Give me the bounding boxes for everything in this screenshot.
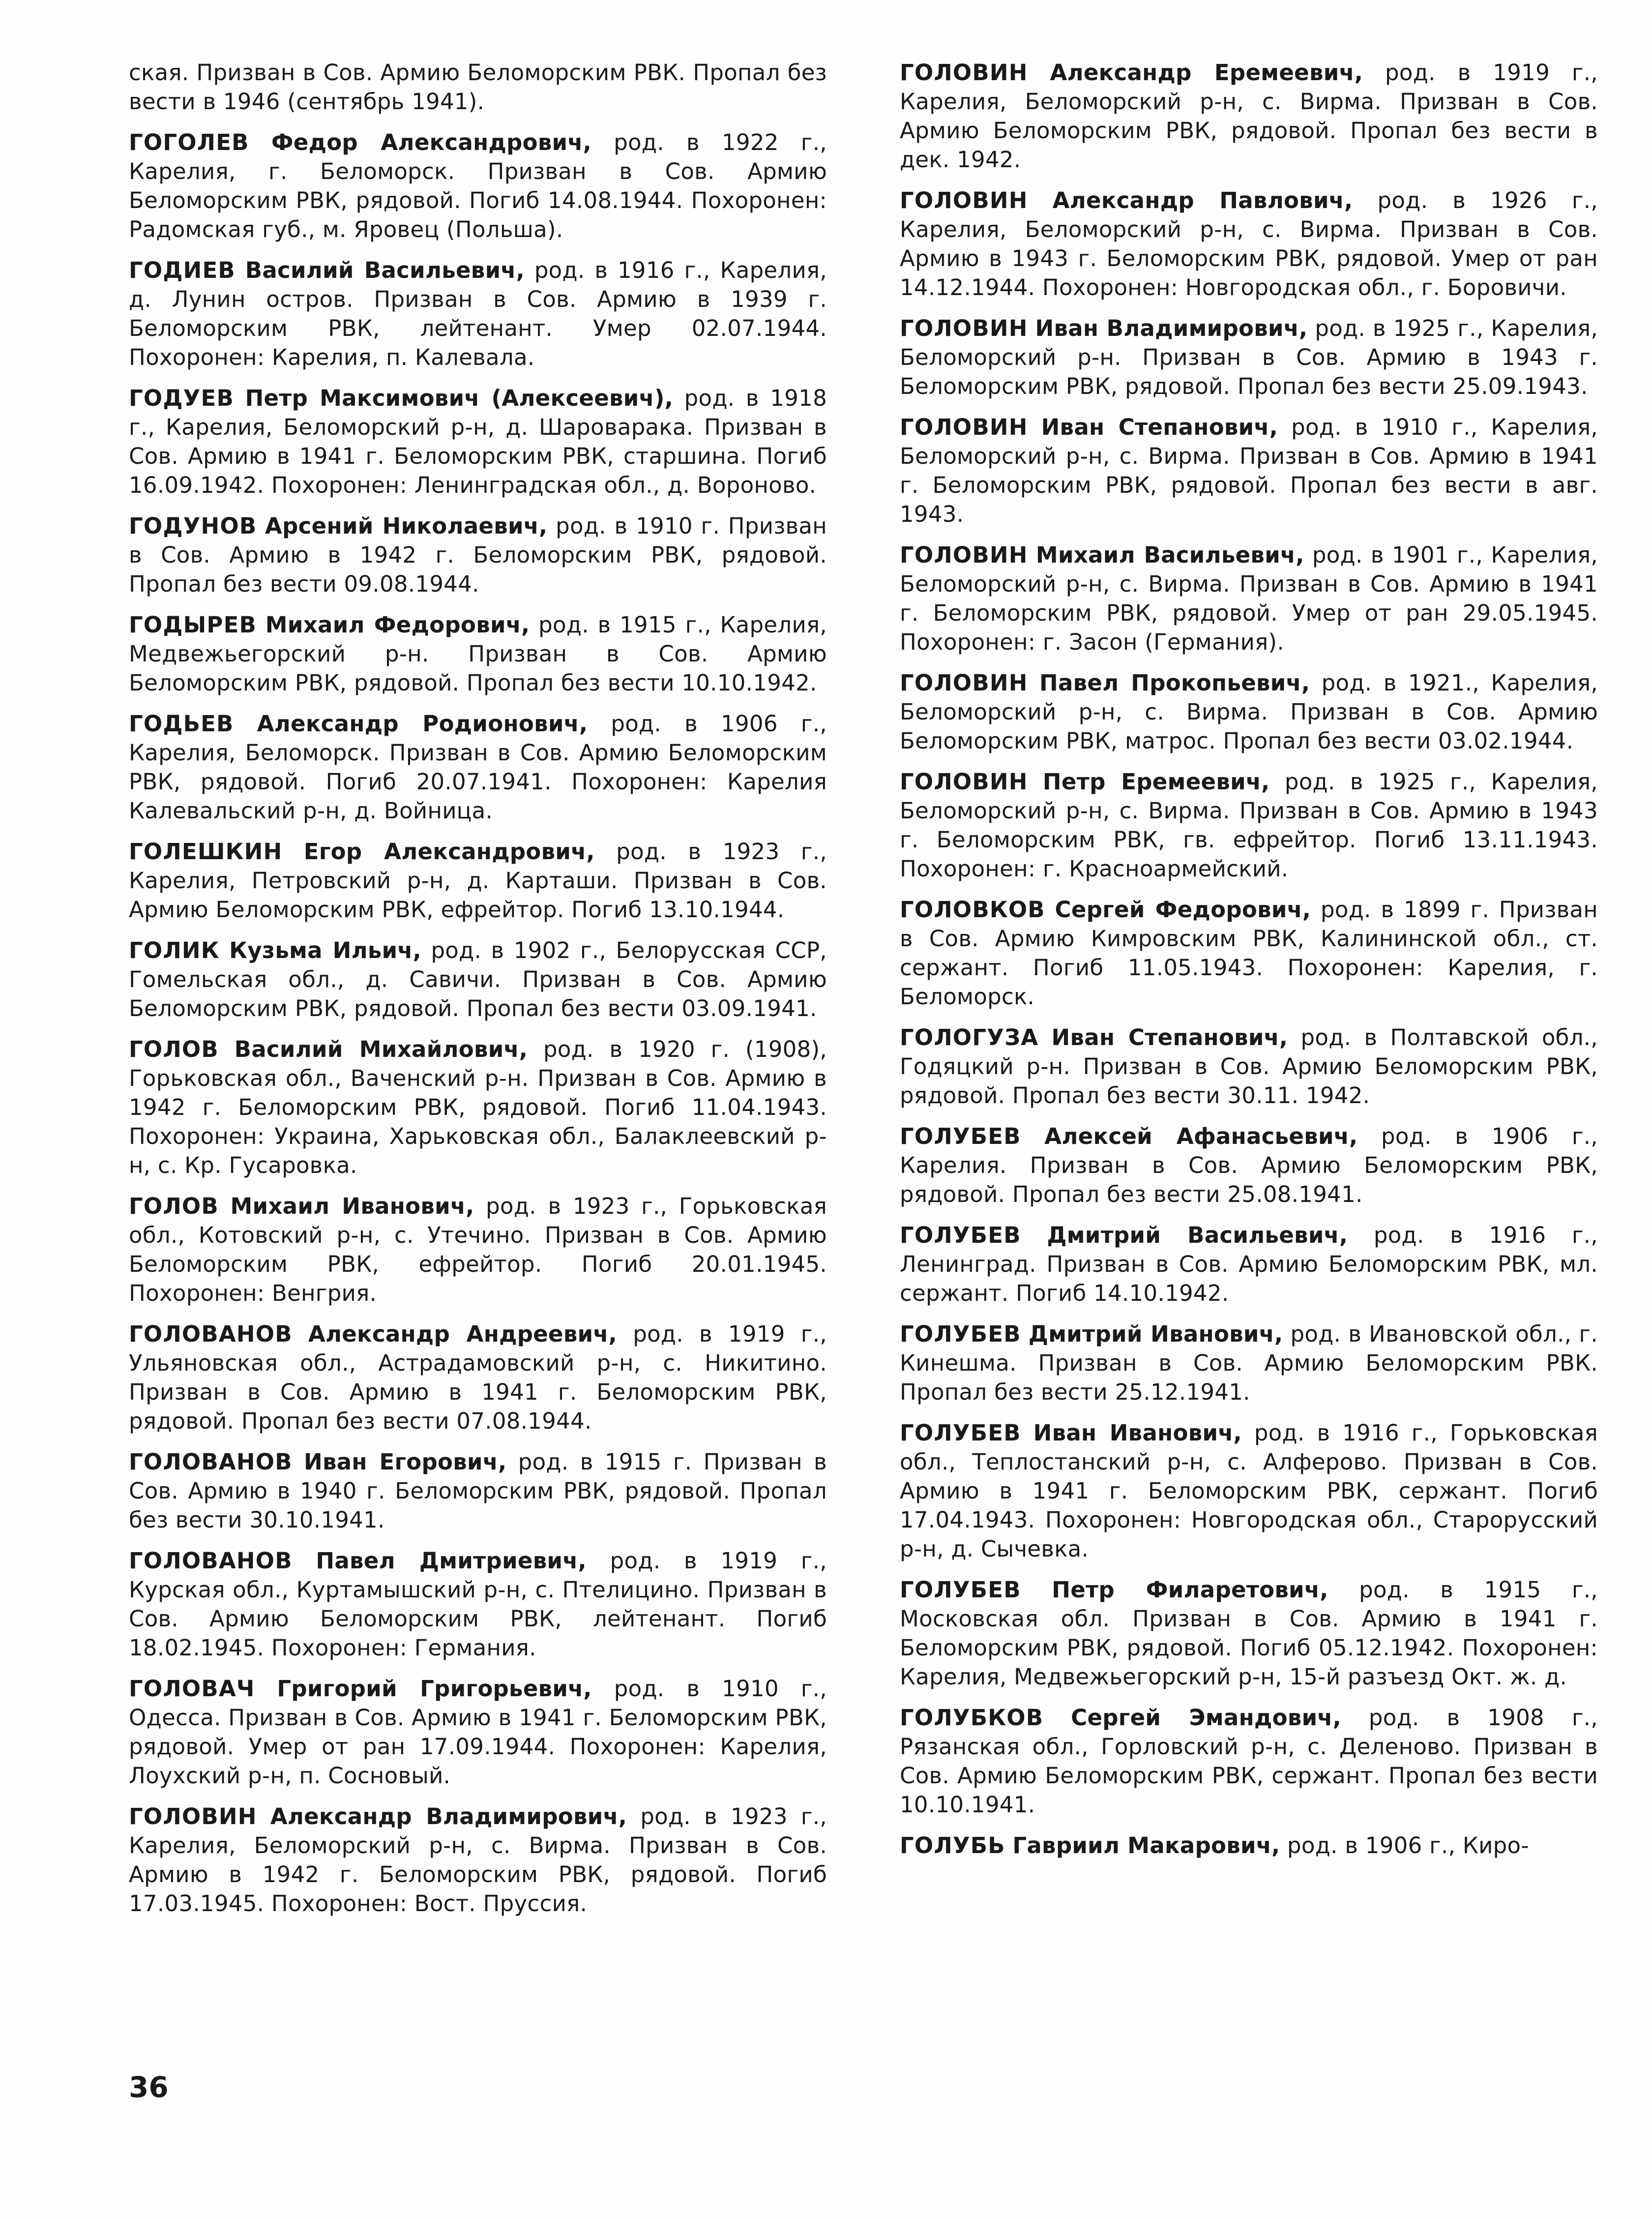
register-entry — [129, 384, 827, 500]
entry-details: род. в 1908 г., Рязанская обл., Горловский р-н, с. Деленово. Призван в Сов. Армию Беломорским РВК, сержант. Пропал без вести 10.10.1941. — [900, 1705, 1598, 1818]
register-entry — [900, 1831, 1598, 1860]
entry-given-names: Петр Максимович (Алексеевич), — [245, 385, 674, 411]
entry-given-names: Петр Филаретович, — [1052, 1577, 1328, 1603]
entry-given-names: Дмитрий Васильевич, — [1047, 1222, 1348, 1248]
entry-given-names: Иван Егорович, — [304, 1449, 507, 1475]
entry-details: род. в 1920 г. (1908), Горьковская обл., Ваченский р-н. Призван в Сов. Армию в 1942 г. Беломорским РВК, рядовой. Погиб 11.04.1943. Похоронен: Украина, Харьковская обл., Балаклеевский р-н, с. Кр. Гусаровка. — [129, 1036, 827, 1178]
entry-details: род. в 1921., Карелия, Беломорский р-н, с. Вирма. Призван в Сов. Армию Беломорским РВК, матрос. Пропал без вести 03.02.1944. — [900, 670, 1598, 754]
register-entry — [900, 58, 1598, 174]
entry-details: род. в 1906 г., Карелия, Беломорск. Призван в Сов. Армию Беломорским РВК, рядовой. Погиб 20.07.1941. Похоронен: Карелия Калевальский р-н, д. Войница. — [129, 711, 827, 824]
entry-details: род. в 1902 г., Белорусская ССР, Гомельская обл., д. Савичи. Призван в Сов. Армию Беломорским РВК, рядовой. Пропал без вести 03.09.1941. — [129, 937, 827, 1021]
entry-details: род. в 1925 г., Карелия, Беломорский р-н. Призван в Сов. Армию в 1943 г. Беломорским РВК, рядовой. Пропал без вести 25.09.1943. — [900, 315, 1598, 399]
entry-surname: ГОЛОВИН — [900, 769, 1028, 795]
entry-details: род. в 1919 г., Карелия, Беломорский р-н, с. Вирма. Призван в Сов. Армию Беломорским РВК, рядовой. Пропал без вести в дек. 1942. — [900, 60, 1598, 173]
entry-given-names: Иван Иванович, — [1033, 1420, 1242, 1446]
entry-details: род. в 1901 г., Карелия, Беломорский р-н, с. Вирма. Призван в Сов. Армию в 1941 г. Беломорским РВК, рядовой. Умер от ран 29.05.1945. Похоронен: г. Засон (Германия). — [900, 542, 1598, 655]
entry-given-names: Егор Александрович, — [303, 839, 595, 865]
register-entry — [129, 837, 827, 924]
entry-details: род. в 1923 г., Горьковская обл., Котовский р-н, с. Утечино. Призван в Сов. Армию Беломорским РВК, ефрейтор. Погиб 20.01.1945. Похоронен: Венгрия. — [129, 1193, 827, 1306]
entry-surname: ГОДУНОВ — [129, 513, 257, 539]
register-entry — [900, 413, 1598, 529]
entry-details: род. в Полтавской обл., Годяцкий р-н. Призван в Сов. Армию Беломорским РВК, рядовой. Пропал без вести 30.11. 1942. — [900, 1024, 1598, 1109]
entry-given-names: Александр Павлович, — [1052, 187, 1353, 213]
entry-given-names: Александр Владимирович, — [270, 1803, 627, 1829]
entry-surname: ГОЛОВАНОВ — [129, 1449, 293, 1475]
entry-given-names: Александр Андреевич, — [308, 1321, 618, 1347]
entry-details: род. в 1910 г. Призван в Сов. Армию в 1942 г. Беломорским РВК, рядовой. Пропал без вести 09.08.1944. — [129, 513, 827, 597]
entry-surname: ГОЛОВ — [129, 1036, 219, 1062]
register-entry — [129, 1546, 827, 1662]
entry-surname: ГОЛЕШКИН — [129, 839, 283, 865]
register-entry — [900, 1023, 1598, 1110]
entry-details: род. в 1926 г., Карелия, Беломорский р-н, с. Вирма. Призван в Сов. Армию в 1943 г. Беломорским РВК, рядовой. Умер от ран 14.12.1944. Похоронен: Новгородская обл., г. Боровичи. — [900, 187, 1598, 300]
entry-details: род. в 1910 г., Одесса. Призван в Сов. Армию в 1941 г. Беломорским РВК, рядовой. Умер от ран 17.09.1944. Похоронен: Карелия, Лоухский р-н, п. Сосновый. — [129, 1676, 827, 1789]
register-entry — [900, 1122, 1598, 1209]
entry-given-names: Кузьма Ильич, — [229, 937, 422, 963]
register-entry — [900, 895, 1598, 1011]
entry-surname: ГОЛОГУЗА — [900, 1024, 1039, 1050]
entry-given-names: Василий Васильевич, — [245, 257, 525, 283]
entry-surname: ГОЛОВКОВ — [900, 897, 1045, 923]
entry-details: род. в 1915 г., Московская обл. Призван в Сов. Армию в 1941 г. Беломорским РВК, рядовой. Погиб 05.12.1942. Похоронен: Карелия, Медвежьегорский р-н, 15-й разъезд Окт. ж. д. — [900, 1577, 1598, 1690]
entry-details: род. в 1923 г., Карелия, Беломорский р-н, с. Вирма. Призван в Сов. Армию в 1942 г. Беломорским РВК, рядовой. Погиб 17.03.1945. Похоронен: Вост. Пруссия. — [129, 1803, 827, 1917]
register-entry — [129, 610, 827, 697]
register-entry — [129, 1035, 827, 1180]
register-entry — [900, 1575, 1598, 1691]
entry-surname: ГОЛОВАНОВ — [129, 1548, 293, 1574]
entry-given-names: Иван Владимирович, — [1035, 315, 1308, 341]
register-entry — [129, 1319, 827, 1436]
entry-surname: ГОЛОВИН — [900, 315, 1028, 341]
entry-surname: ГОЛОВАЧ — [129, 1676, 255, 1702]
entry-given-names: Александр Еремеевич, — [1050, 60, 1363, 86]
page-number: 36 — [129, 2070, 169, 2104]
entry-surname: ГОДЫРЕВ — [129, 612, 257, 638]
entry-details: род. в 1919 г., Курская обл., Куртамышский р-н, с. Птелицино. Призван в Сов. Армию Беломорским РВК, лейтенант. Погиб 18.02.1945. Похоронен: Германия. — [129, 1548, 827, 1661]
entry-given-names: Дмитрий Иванович, — [1028, 1321, 1283, 1347]
entry-given-names: Павел Прокопьевич, — [1039, 670, 1310, 696]
entry-given-names: Василий Михайлович, — [234, 1036, 528, 1062]
entry-details: род. в 1910 г., Карелия, Беломорский р-н, с. Вирма. Призван в Сов. Армию в 1941 г. Беломорским РВК, рядовой. Пропал без вести в авг. 1943. — [900, 414, 1598, 527]
entry-details: род. в 1916 г., Карелия, д. Лунин остров. Призван в Сов. Армию в 1939 г. Беломорским РВК, лейтенант. Умер 02.07.1944. Похоронен: Карелия, п. Калевала. — [129, 257, 827, 370]
entry-surname: ГОЛИК — [129, 937, 220, 963]
entry-given-names: Петр Еремеевич, — [1042, 769, 1270, 795]
register-entry — [129, 709, 827, 825]
register-entry — [900, 1418, 1598, 1563]
entry-surname: ГОДУЕВ — [129, 385, 234, 411]
entry-given-names: Гавриил Макарович, — [1012, 1832, 1280, 1859]
entry-given-names: Павел Дмитриевич, — [316, 1548, 587, 1574]
entry-surname: ГОЛОВИН — [900, 187, 1028, 213]
entry-given-names: Александр Родионович, — [257, 711, 588, 737]
register-entry — [900, 1221, 1598, 1308]
entry-details: род. в 1918 г., Карелия, Беломорский р-н, д. Шароварака. Призван в Сов. Армию в 1941 г. Беломорским РВК, старшина. Погиб 16.09.1942. Похоронен: Ленинградская обл., д. Вороново. — [129, 385, 827, 498]
entry-given-names: Иван Степанович, — [1051, 1024, 1288, 1050]
entry-details: род. в 1915 г. Призван в Сов. Армию в 1940 г. Беломорским РВК, рядовой. Пропал без вести 30.10.1941. — [129, 1449, 827, 1533]
entry-given-names: Михаил Васильевич, — [1035, 542, 1304, 568]
register-entry — [129, 1192, 827, 1308]
entry-given-names: Григорий Григорьевич, — [277, 1676, 592, 1702]
entry-given-names: Михаил Иванович, — [230, 1193, 474, 1219]
register-entry — [129, 1802, 827, 1918]
entry-details: род. в 1899 г. Призван в Сов. Армию Кимровским РВК, Калининской обл., ст. сержант. Погиб 11.05.1943. Похоронен: Карелия, г. Беломорск. — [900, 897, 1598, 1010]
register-entry — [129, 936, 827, 1023]
entry-given-names: Алексей Афанасьевич, — [1044, 1123, 1358, 1149]
entry-given-names: Сергей Федорович, — [1055, 897, 1311, 923]
entry-details: род. в 1923 г., Карелия, Петровский р-н, д. Карташи. Призван в Сов. Армию Беломорским РВК, ефрейтор. Погиб 13.10.1944. — [129, 839, 827, 923]
register-entry — [129, 1674, 827, 1790]
entry-surname: ГОЛОВИН — [900, 542, 1028, 568]
register-entry — [900, 186, 1598, 302]
entry-given-names: Иван Степанович, — [1041, 414, 1278, 440]
entry-details: род. в 1916 г., Ленинград. Призван в Сов. Армию Беломорским РВК, мл. сержант. Погиб 14.10.1942. — [900, 1222, 1598, 1306]
register-entry — [129, 511, 827, 599]
entry-surname: ГОЛУБЕВ — [900, 1321, 1021, 1347]
entry-given-names: Арсений Николаевич, — [265, 513, 548, 539]
entry-surname: ГОЛУБЬ — [900, 1832, 1005, 1859]
register-entry — [129, 1447, 827, 1534]
entry-surname: ГОЛУБЕВ — [900, 1123, 1021, 1149]
entry-given-names: Сергей Эмандович, — [1071, 1705, 1342, 1731]
register-entry — [900, 668, 1598, 755]
entry-details: род. в 1916 г., Горьковская обл., Теплостанский р-н, с. Алферово. Призван в Сов. Армию в 1941 г. Беломорским РВК, сержант. Погиб 17.04.1943. Похоронен: Новгородская обл., Старорусский р-н, д. Сычевка. — [900, 1420, 1598, 1562]
entry-surname: ГОЛОВИН — [129, 1803, 257, 1829]
entry-surname: ГОЛОВ — [129, 1193, 219, 1219]
entry-details: род. в 1906 г., Киро- — [1287, 1832, 1529, 1859]
entry-details: род. в 1906 г., Карелия. Призван в Сов. Армию Беломорским РВК, рядовой. Пропал без вести 25.08.1941. — [900, 1123, 1598, 1207]
entry-surname: ГОЛУБЕВ — [900, 1222, 1021, 1248]
entry-surname: ГОЛУБКОВ — [900, 1705, 1044, 1731]
entry-surname: ГОЛОВАНОВ — [129, 1321, 293, 1347]
entry-surname: ГОЛОВИН — [900, 60, 1028, 86]
entry-surname: ГОДИЕВ — [129, 257, 236, 283]
entry-details: род. в 1919 г., Ульяновская обл., Астрадамовский р-н, с. Никитино. Призван в Сов. Армию в 1941 г. Беломорским РВК, рядовой. Пропал без вести 07.08.1944. — [129, 1321, 827, 1434]
entry-surname: ГОЛУБЕВ — [900, 1420, 1021, 1446]
entry-details: ская. Призван в Сов. Армию Беломорским РВК. Пропал без вести в 1946 (сентябрь 1941). — [129, 60, 827, 115]
entry-surname: ГОЛУБЕВ — [900, 1577, 1021, 1603]
entry-given-names: Михаил Федорович, — [265, 612, 530, 638]
entry-details: род. в Ивановской обл., г. Кинешма. Призван в Сов. Армию Беломорским РВК. Пропал без вести 25.12.1941. — [900, 1321, 1598, 1405]
register-entry — [900, 540, 1598, 657]
register-entry — [900, 1319, 1598, 1407]
entry-surname: ГОЛОВИН — [900, 670, 1028, 696]
entry-details: род. в 1922 г., Карелия, г. Беломорск. Призван в Сов. Армию Беломорским РВК, рядовой. Погиб 14.08.1944. Похоронен: Радомская губ., м. Яровец (Польша). — [129, 129, 827, 242]
register-entry — [900, 1703, 1598, 1819]
left-column — [129, 58, 827, 1930]
entry-surname: ГОДЬЕВ — [129, 711, 234, 737]
entry-surname: ГОГОЛЕВ — [129, 129, 249, 155]
entry-details: род. в 1915 г., Карелия, Медвежьегорский р-н. Призван в Сов. Армию Беломорским РВК, рядовой. Пропал без вести 10.10.1942. — [129, 612, 827, 696]
register-entry — [129, 128, 827, 244]
register-entry — [129, 58, 827, 116]
right-column — [900, 58, 1598, 1872]
entry-given-names: Федор Александрович, — [271, 129, 592, 155]
register-entry — [900, 314, 1598, 401]
entry-details: род. в 1925 г., Карелия, Беломорский р-н, с. Вирма. Призван в Сов. Армию в 1943 г. Беломорским РВК, гв. ефрейтор. Погиб 13.11.1943. Похоронен: г. Красноармейский. — [900, 769, 1598, 882]
register-entry — [129, 256, 827, 372]
register-entry — [900, 767, 1598, 883]
entry-surname: ГОЛОВИН — [900, 414, 1028, 440]
